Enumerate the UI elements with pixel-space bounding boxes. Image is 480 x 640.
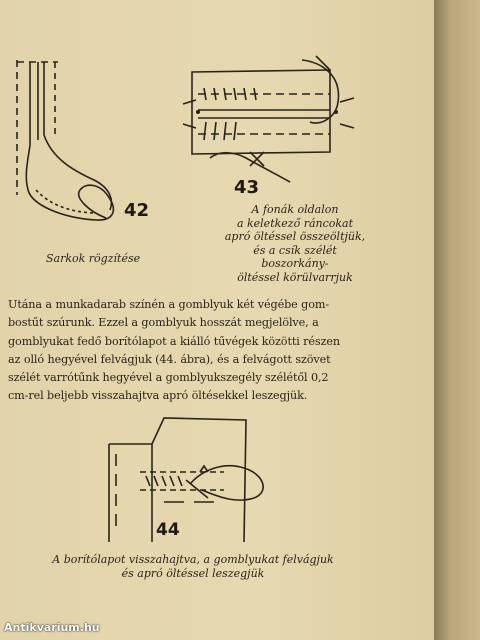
- book-spine: [434, 0, 480, 640]
- body-paragraph: [8, 296, 354, 406]
- figure-43-caption: [220, 203, 370, 284]
- figure-43-illustration: [180, 52, 360, 182]
- figure-44-caption-line: és apró öltéssel leszegjük: [121, 566, 265, 580]
- figure-42-illustration: [10, 50, 130, 230]
- figure-43-caption-line: öltéssel körülvarrjuk: [237, 270, 353, 284]
- paragraph-line: gomblyukat fedő borítólapot a kiálló tűvégek közötti részen: [8, 334, 340, 348]
- paragraph-line: cm-rel beljebb visszahajtva apró öltésekkel leszegjük.: [8, 389, 308, 403]
- paragraph-line: az olló hegyével felvágjuk (44. ábra), és a felvágott szövet: [8, 352, 331, 366]
- figure-43-caption-line: a keletkező ráncokat: [236, 216, 354, 230]
- paragraph-line: bostűt szúrunk. Ezzel a gomblyuk hosszát megjelölve, a: [8, 316, 319, 330]
- figure-44-caption-line: A borítólapot visszahajtva, a gomblyukat felvágjuk: [52, 553, 334, 566]
- figure-43-caption-line: és a csík szélét boszorkány-: [253, 243, 337, 270]
- watermark-text: Antikvarium.hu: [4, 621, 100, 634]
- figure-44-caption: [20, 553, 366, 580]
- figure-43-caption-line: A fonák oldalon: [251, 203, 339, 216]
- figure-44-illustration: [104, 410, 274, 550]
- figure-42-number: 42: [124, 200, 150, 221]
- figure-42-caption: Sarkok rögzítése: [46, 252, 141, 265]
- paragraph-line: Utána a munkadarab színén a gomblyuk két végébe gom-: [8, 298, 330, 311]
- figure-43-number: 43: [234, 177, 260, 198]
- figure-43-caption-line: apró öltéssel összeöltjük,: [224, 230, 366, 243]
- paragraph-line: szélét varrótűnk hegyével a gomblyukszegély szélétől 0,2: [8, 371, 329, 385]
- figure-44-number: 44: [156, 520, 180, 540]
